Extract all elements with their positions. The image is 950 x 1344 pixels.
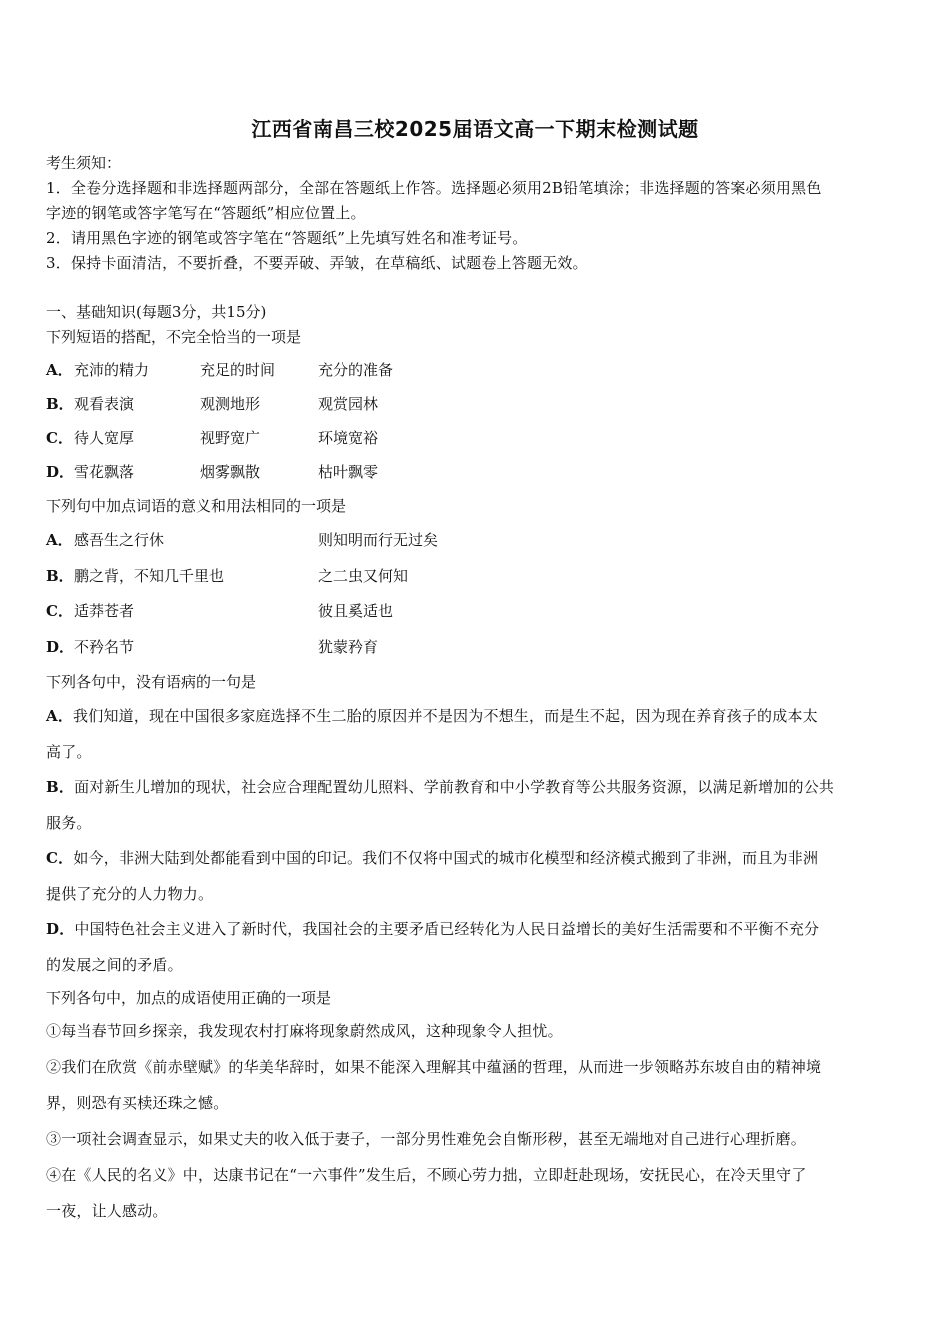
q1-option-d [46,462,134,482]
option-text: 观看表演 [74,395,135,413]
notice-item-3: 3．保持卡面清洁，不要折叠，不要弄破、弄皱，在草稿纸、试题卷上答题无效。 [46,254,588,272]
option-text: 充沛的精力 [74,361,150,379]
option-text: 感吾生之行休 [74,531,165,549]
q3-option-c-line-1 [46,848,906,868]
q3-option-b-line-1 [46,777,906,797]
q1-option-b-col2: 观测地形 [200,395,261,413]
notice-item-2: 2．请用黑色字迹的钢笔或答字笔在“答题纸”上先填写姓名和准考证号。 [46,229,528,247]
option-text: 如今，非洲大陆到处都能看到中国的印记。我们不仅将中国式的城市化模型和经济模式搬到了非洲，而且为非洲 [73,849,819,867]
q2-option-b [46,566,224,586]
option-letter: D． [46,920,75,938]
page-title: 江西省南昌三校2025届语文高一下期末检测试题 [251,117,699,141]
q2-option-a-col2: 则知明而行无过矣 [318,531,439,549]
option-letter: A． [46,361,73,379]
q3-option-b-line-2: 服务。 [46,814,92,832]
option-text: 我们知道，现在中国很多家庭选择不生二胎的原因并不是因为不想生，而是生不起，因为现在养育孩子的成本太 [73,707,818,725]
option-letter: D． [46,463,75,481]
option-letter: A． [46,531,73,549]
q1-option-d-col2: 烟雾飘散 [200,463,261,481]
q1-option-a-col3: 充分的准备 [318,361,394,379]
q1-option-d-col3: 枯叶飘零 [318,463,379,481]
option-text: 适莽苍者 [74,602,135,620]
question-4-stem: 下列各句中，加点的成语使用正确的一项是 [46,989,332,1007]
option-text: 中国特色社会主义进入了新时代，我国社会的主要矛盾已经转化为人民日益增长的美好生活需要和不平衡不充分 [74,920,820,938]
option-letter: C． [46,429,73,447]
option-letter: C． [46,849,74,867]
option-letter: A． [46,707,74,725]
option-letter: B． [46,395,74,413]
q1-option-c [46,428,134,448]
q4-sentence-3: ③一项社会调查显示，如果丈夫的收入低于妻子，一部分男性难免会自惭形秽，甚至无端地对自己进行心理折磨。 [46,1130,807,1148]
notice-heading: 考生须知： [46,154,122,172]
q3-option-d-line-2: 的发展之间的矛盾。 [46,956,183,974]
option-letter: B． [46,567,74,585]
q4-sentence-4-line-2: 一夜，让人感动。 [46,1202,168,1220]
section-heading: 一、基础知识(每题3分，共15分) [46,303,267,321]
q1-option-a-col2: 充足的时间 [200,361,276,379]
q4-sentence-4-line-1: ④在《人民的名义》中，达康书记在“一六事件”发生后，不顾心劳力拙，立即赶赴现场，安抚民心，在冷天里守了 [46,1166,807,1184]
q2-option-d [46,637,134,657]
notice-item-1-line-1: 1．全卷分选择题和非选择题两部分，全部在答题纸上作答。选择题必须用2B铅笔填涂；非选择题的答案必须用黑色 [46,179,822,197]
option-text: 不矜名节 [74,638,135,656]
q4-sentence-1: ①每当春节回乡探亲，我发现农村打麻将现象蔚然成风，这种现象令人担忧。 [46,1022,563,1040]
option-letter: B． [46,778,75,796]
question-2-stem: 下列句中加点词语的意义和用法相同的一项是 [46,497,347,515]
q3-option-d-line-1 [46,919,906,939]
q2-option-c-col2: 彼且奚适也 [318,602,394,620]
option-text: 鹏之背，不知几千里也 [74,567,225,585]
q4-sentence-2-line-1: ②我们在欣赏《前赤壁赋》的华美华辞时，如果不能深入理解其中蕴涵的哲理，从而进一步领略苏东坡自由的精神境 [46,1058,822,1076]
option-letter: C． [46,602,73,620]
q4-sentence-2-line-2: 界，则恐有买椟还珠之憾。 [46,1094,229,1112]
q1-option-b [46,394,134,414]
option-letter: D． [46,638,75,656]
option-text: 雪花飘落 [74,463,135,481]
q1-option-c-col2: 视野宽广 [200,429,261,447]
q1-option-c-col3: 环境宽裕 [318,429,379,447]
q1-option-a [46,360,149,380]
q3-option-c-line-2: 提供了充分的人力物力。 [46,885,214,903]
q2-option-c [46,601,134,621]
q3-option-a-line-2: 高了。 [46,743,92,761]
q2-option-b-col2: 之二虫又何知 [318,567,409,585]
q2-option-a [46,530,164,550]
q3-option-a-line-1 [46,706,906,726]
notice-item-1-line-2: 字迹的钢笔或答字笔写在“答题纸”相应位置上。 [46,204,366,222]
q2-option-d-col2: 犹蒙矜育 [318,638,379,656]
option-text: 待人宽厚 [74,429,135,447]
question-3-stem: 下列各句中，没有语病的一句是 [46,673,257,691]
option-text: 面对新生儿增加的现状，社会应合理配置幼儿照料、学前教育和中小学教育等公共服务资源，以满足新增加的公共 [74,778,835,796]
question-1-stem: 下列短语的搭配，不完全恰当的一项是 [46,328,302,346]
q1-option-b-col3: 观赏园林 [318,395,379,413]
